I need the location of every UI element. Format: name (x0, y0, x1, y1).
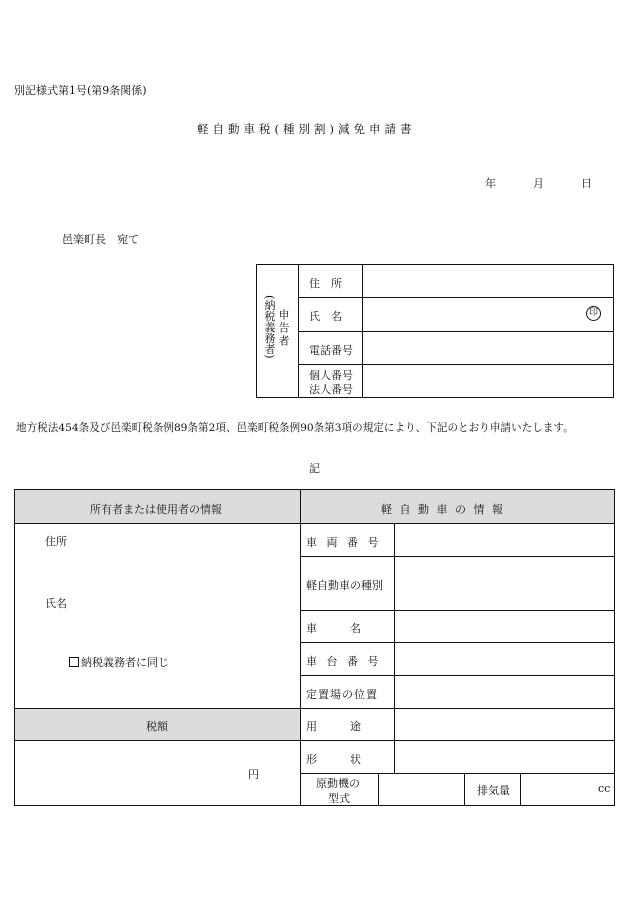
vehicle-number-label: 車 両 番 号 (306, 536, 382, 549)
applicant-address-field[interactable] (365, 267, 611, 295)
main-table (14, 489, 615, 806)
same-as-taxpayer-checkbox[interactable] (69, 657, 79, 667)
applicant-personal-number-label: 個人番号 (309, 369, 353, 382)
vehicle-number-field[interactable] (397, 526, 611, 554)
owner-header: 所有者または使用者の情報 (90, 503, 222, 516)
shape-field[interactable] (397, 743, 611, 771)
addressee: 邑楽町長 宛て (62, 233, 139, 246)
displacement-label: 排気量 (477, 784, 510, 797)
tax-bottom-line (15, 740, 300, 741)
applicant-vertical-label-column (257, 265, 299, 397)
storage-location-field[interactable] (397, 678, 611, 706)
vehicle-name-label: 車 名 (306, 622, 361, 635)
owner-address-label: 住所 (45, 535, 67, 548)
year-label: 年 (485, 177, 496, 190)
page-title: 軽自動車税(種別割)減免申請書 (197, 122, 416, 136)
seal-mark: 印 (586, 306, 601, 321)
shape-label: 形 状 (306, 753, 361, 766)
row-divider (299, 364, 613, 365)
same-as-taxpayer-option[interactable] (69, 654, 169, 670)
displacement-field[interactable] (523, 776, 599, 803)
owner-name-label: 氏名 (45, 597, 67, 610)
engine-divider (464, 773, 465, 805)
applicant-address-label: 住 所 (309, 277, 342, 290)
tax-top-line (15, 708, 300, 709)
owner-name-field[interactable] (75, 590, 295, 640)
engine-divider (520, 773, 521, 805)
vehicle-row-line (300, 556, 614, 557)
date-line (485, 175, 592, 191)
applicant-box (256, 264, 614, 398)
applicant-number-field[interactable] (365, 367, 611, 395)
vehicle-label-divider (394, 523, 395, 773)
statement-text: 地方税法454条及び邑楽町税条例89条第2項、邑楽町税条例90条第3項の規定により、下記のとおり申請いたします。 (16, 422, 574, 434)
yen-label: 円 (248, 768, 259, 781)
vehicle-row-line (300, 675, 614, 676)
applicant-phone-label: 電話番号 (309, 344, 353, 357)
column-divider (300, 490, 301, 805)
usage-label: 用 途 (306, 720, 361, 733)
vehicle-row-line (300, 773, 614, 774)
day-label: 日 (581, 177, 592, 190)
vehicle-row-line (300, 610, 614, 611)
vehicle-name-field[interactable] (397, 613, 611, 640)
chassis-number-label: 車 台 番 号 (306, 655, 382, 668)
vehicle-header: 軽 自 動 車 の 情 報 (381, 503, 505, 516)
engine-type-label-line1: 原動機の (316, 777, 360, 790)
tax-header: 税額 (146, 720, 168, 733)
month-label: 月 (533, 177, 544, 190)
vehicle-row-line (300, 740, 614, 741)
cc-unit: cc (598, 782, 611, 795)
same-as-taxpayer-label: 納税義務者に同じ (81, 656, 169, 669)
vehicle-row-line (300, 642, 614, 643)
row-divider (299, 297, 613, 298)
row-divider (299, 331, 613, 332)
engine-type-label-line2: 型式 (328, 792, 350, 805)
header-divider (15, 523, 614, 524)
usage-field[interactable] (397, 711, 611, 738)
applicant-name-label: 氏 名 (309, 310, 342, 323)
taxpayer-vertical-label: (納税義務者) (263, 295, 276, 359)
form-reference: 別記様式第1号(第9条関係) (14, 84, 147, 97)
engine-divider (378, 773, 379, 805)
ki-label: 記 (309, 462, 320, 475)
chassis-number-field[interactable] (397, 645, 611, 673)
vehicle-row-line (300, 708, 614, 709)
vehicle-type-field[interactable] (397, 559, 611, 608)
applicant-name-field[interactable] (365, 300, 585, 328)
applicant-phone-field[interactable] (365, 334, 611, 362)
applicant-corporate-number-label: 法人番号 (309, 383, 353, 396)
owner-address-field[interactable] (75, 528, 295, 588)
applicant-vertical-label: 申告者 (277, 309, 290, 348)
engine-type-field[interactable] (381, 776, 461, 803)
vehicle-type-label: 軽自動車の種別 (306, 579, 383, 592)
storage-location-label: 定置場の位置 (306, 688, 378, 701)
